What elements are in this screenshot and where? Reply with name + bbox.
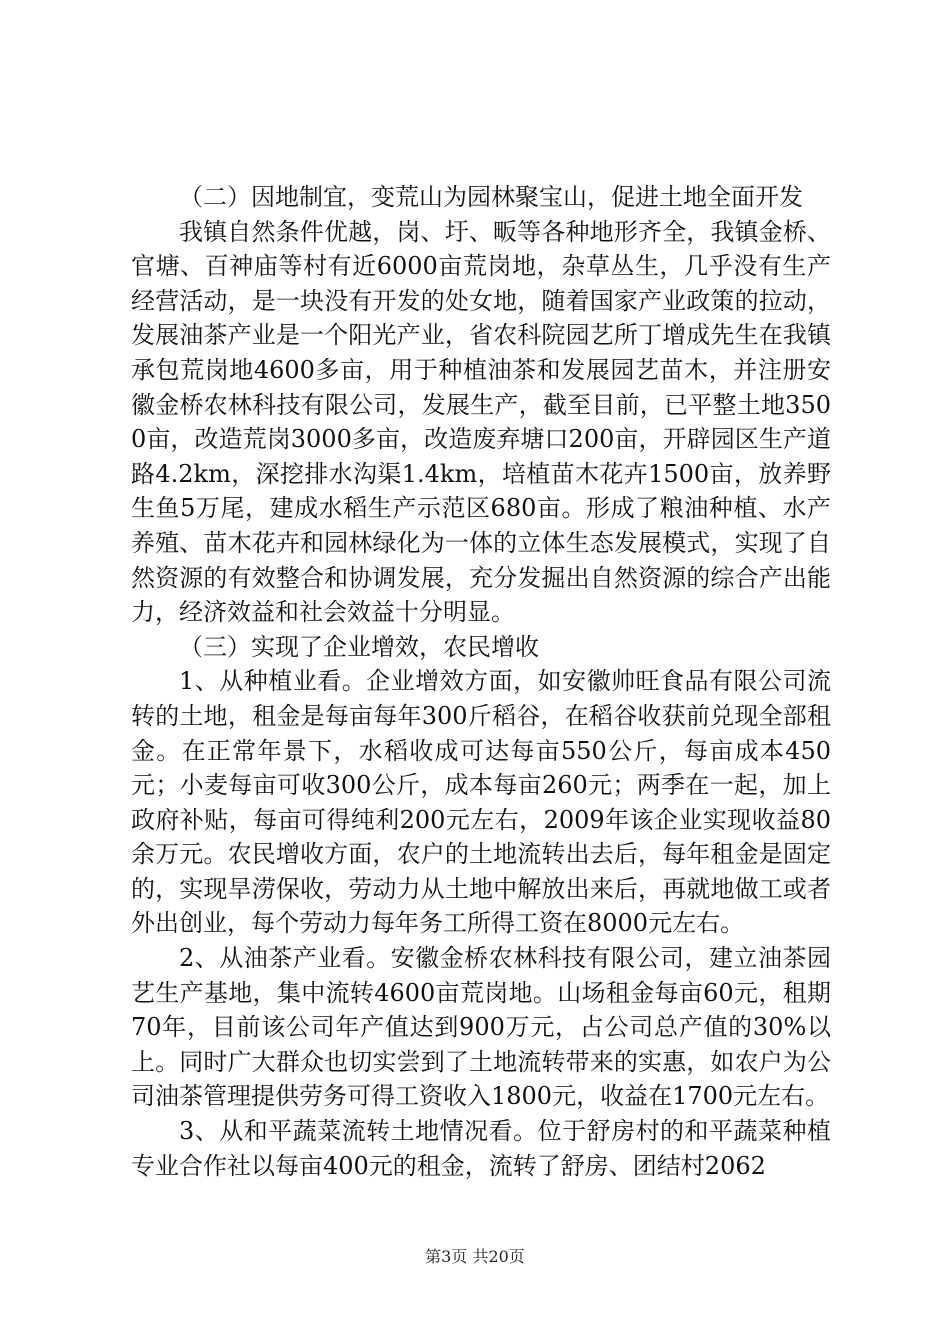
- body-paragraph: 我镇自然条件优越，岗、圩、畈等各种地形齐全，我镇金桥、官塘、百神庙等村有近6000亩荒岗地，杂草丛生，几乎没有生产经营活动，是一块没有开发的处女地，随着国家产业政策的拉动，发展油茶产业是一个阳光产业，省农科院园艺所丁增成先生在我镇承包荒岗地4600多亩，用于种植油茶和发展园艺苗木，并注册安徽金桥农林科技有限公司，发展生产，截至目前，已平整土地3500亩，改造荒岗3000多亩，改造废弃塘口200亩，开辟园区生产道路4.2km，深挖排水沟渠1.4km，培植苗木花卉1500亩，放养野生鱼5万尾，建成水稻生产示范区680亩。形成了粮油种植、水产养殖、苗木花卉和园林绿化为一体的立体生态发展模式，实现了自然资源的有效整合和协调发展，充分发掘出自然资源的综合产出能力，经济效益和社会效益十分明显。: [131, 217, 831, 627]
- body-paragraph: 2、从油茶产业看。安徽金桥农林科技有限公司，建立油茶园艺生产基地，集中流转4600亩荒岗地。山场租金每亩60元，租期70年，目前该公司年产值达到900万元，占公司总产值的30%以上。同时广大群众也切实尝到了土地流转带来的实惠，如农户为公司油茶管理提供劳务可得工资收入1800元，收益在1700元左右。: [131, 944, 831, 1111]
- body-paragraph: 1、从种植业看。企业增效方面，如安徽帅旺食品有限公司流转的土地，租金是每亩每年300斤稻谷，在稻谷收获前兑现全部租金。在正常年景下，水稻收成可达每亩550公斤，每亩成本450元；小麦每亩可收300公斤，成本每亩260元；两季在一起，加上政府补贴，每亩可得纯利200元左右，2009年该企业实现收益80余万元。农民增收方面，农户的土地流转出去后，每年租金是固定的，实现旱涝保收，劳动力从土地中解放出来后，再就地做工或者外出创业，每个劳动力每年务工所得工资在8000元左右。: [131, 667, 831, 938]
- section-heading-2: （二）因地制宜，变荒山为园林聚宝山，促进土地全面开发: [179, 183, 803, 211]
- body-paragraph: 3、从和平蔬菜流转土地情况看。位于舒房村的和平蔬菜种植专业合作社以每亩400元的租金，流转了舒房、团结村2062: [131, 1117, 831, 1180]
- page-footer: 第3页 共20页: [425, 1247, 525, 1266]
- document-body: [131, 180, 831, 1183]
- section-heading-3: （三）实现了企业增效，农民增收: [179, 632, 539, 661]
